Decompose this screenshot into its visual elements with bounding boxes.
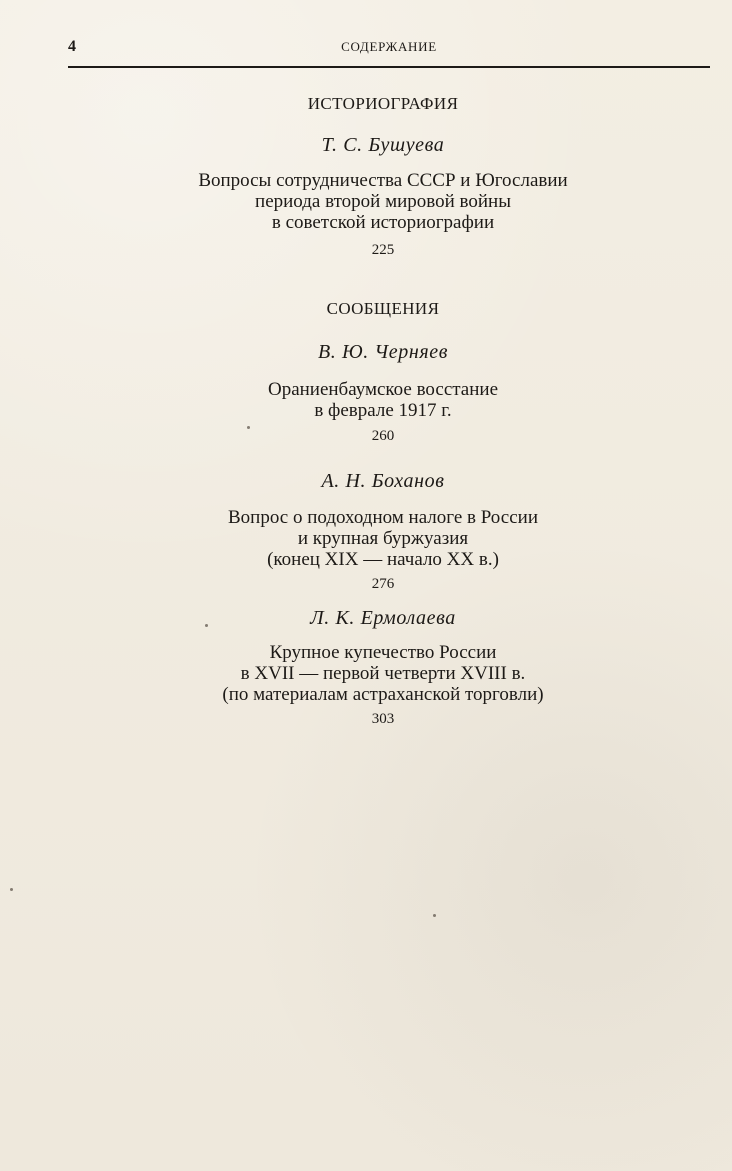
entry-title bbox=[68, 642, 698, 705]
entry-author: В. Ю. Черняев bbox=[317, 341, 449, 363]
entry-chernyaev bbox=[68, 341, 698, 364]
entry-title-line: Крупное купечество России bbox=[269, 642, 497, 663]
entry-title-line: (по материалам астраханской торговли) bbox=[222, 684, 544, 705]
entry-bushueva-title bbox=[68, 170, 698, 233]
ink-speck bbox=[247, 426, 250, 429]
entry-author: Л. К. Ермолаева bbox=[310, 607, 456, 629]
section-historiography bbox=[68, 94, 698, 114]
entry-bokhanov bbox=[68, 470, 698, 493]
entry-page: 225 bbox=[371, 242, 395, 258]
section-messages bbox=[68, 299, 698, 319]
entry-title bbox=[68, 379, 698, 421]
entry-title-line: в советской историографии bbox=[271, 212, 495, 233]
entry-title-line: (конец XIX — начало XX в.) bbox=[267, 549, 499, 570]
entry-title-line: периода второй мировой войны bbox=[255, 191, 511, 212]
page-number: 4 bbox=[68, 38, 76, 55]
entry-author: Т. С. Бушуева bbox=[321, 134, 445, 156]
entry-title-line: Вопрос о подоходном налоге в России bbox=[227, 507, 538, 528]
header-rule bbox=[68, 66, 710, 68]
entry-title bbox=[68, 170, 698, 233]
entry-bokhanov-page bbox=[68, 576, 698, 593]
entry-page: 276 bbox=[371, 576, 395, 592]
entry-title-line: Ораниенбаумское восстание bbox=[267, 379, 499, 400]
page-header bbox=[68, 38, 710, 72]
section-title: ИСТОРИОГРАФИЯ bbox=[307, 94, 459, 113]
entry-page: 303 bbox=[371, 711, 395, 727]
entry-title bbox=[68, 507, 698, 570]
entry-chernyaev-page bbox=[68, 428, 698, 445]
entry-bokhanov-title bbox=[68, 507, 698, 570]
entry-ermolaeva bbox=[68, 607, 698, 630]
entry-bushueva-page bbox=[68, 242, 698, 259]
entry-title-line: в XVII — первой четверти XVIII в. bbox=[240, 663, 526, 684]
entry-title-line: Вопросы сотрудничества СССР и Югославии bbox=[198, 170, 568, 191]
ink-speck bbox=[10, 888, 13, 891]
entry-title-line: и крупная буржуазия bbox=[297, 528, 469, 549]
entry-ermolaeva-page bbox=[68, 711, 698, 728]
section-title: СООБЩЕНИЯ bbox=[326, 299, 440, 318]
running-title: СОДЕРЖАНИЕ bbox=[341, 39, 437, 54]
ink-speck bbox=[433, 914, 436, 917]
entry-title-line: в феврале 1917 г. bbox=[314, 400, 452, 421]
entry-bushueva bbox=[68, 134, 698, 157]
entry-page: 260 bbox=[371, 428, 395, 444]
entry-author: А. Н. Боханов bbox=[321, 470, 445, 492]
entry-chernyaev-title bbox=[68, 379, 698, 421]
entry-ermolaeva-title bbox=[68, 642, 698, 705]
ink-speck bbox=[205, 624, 208, 627]
